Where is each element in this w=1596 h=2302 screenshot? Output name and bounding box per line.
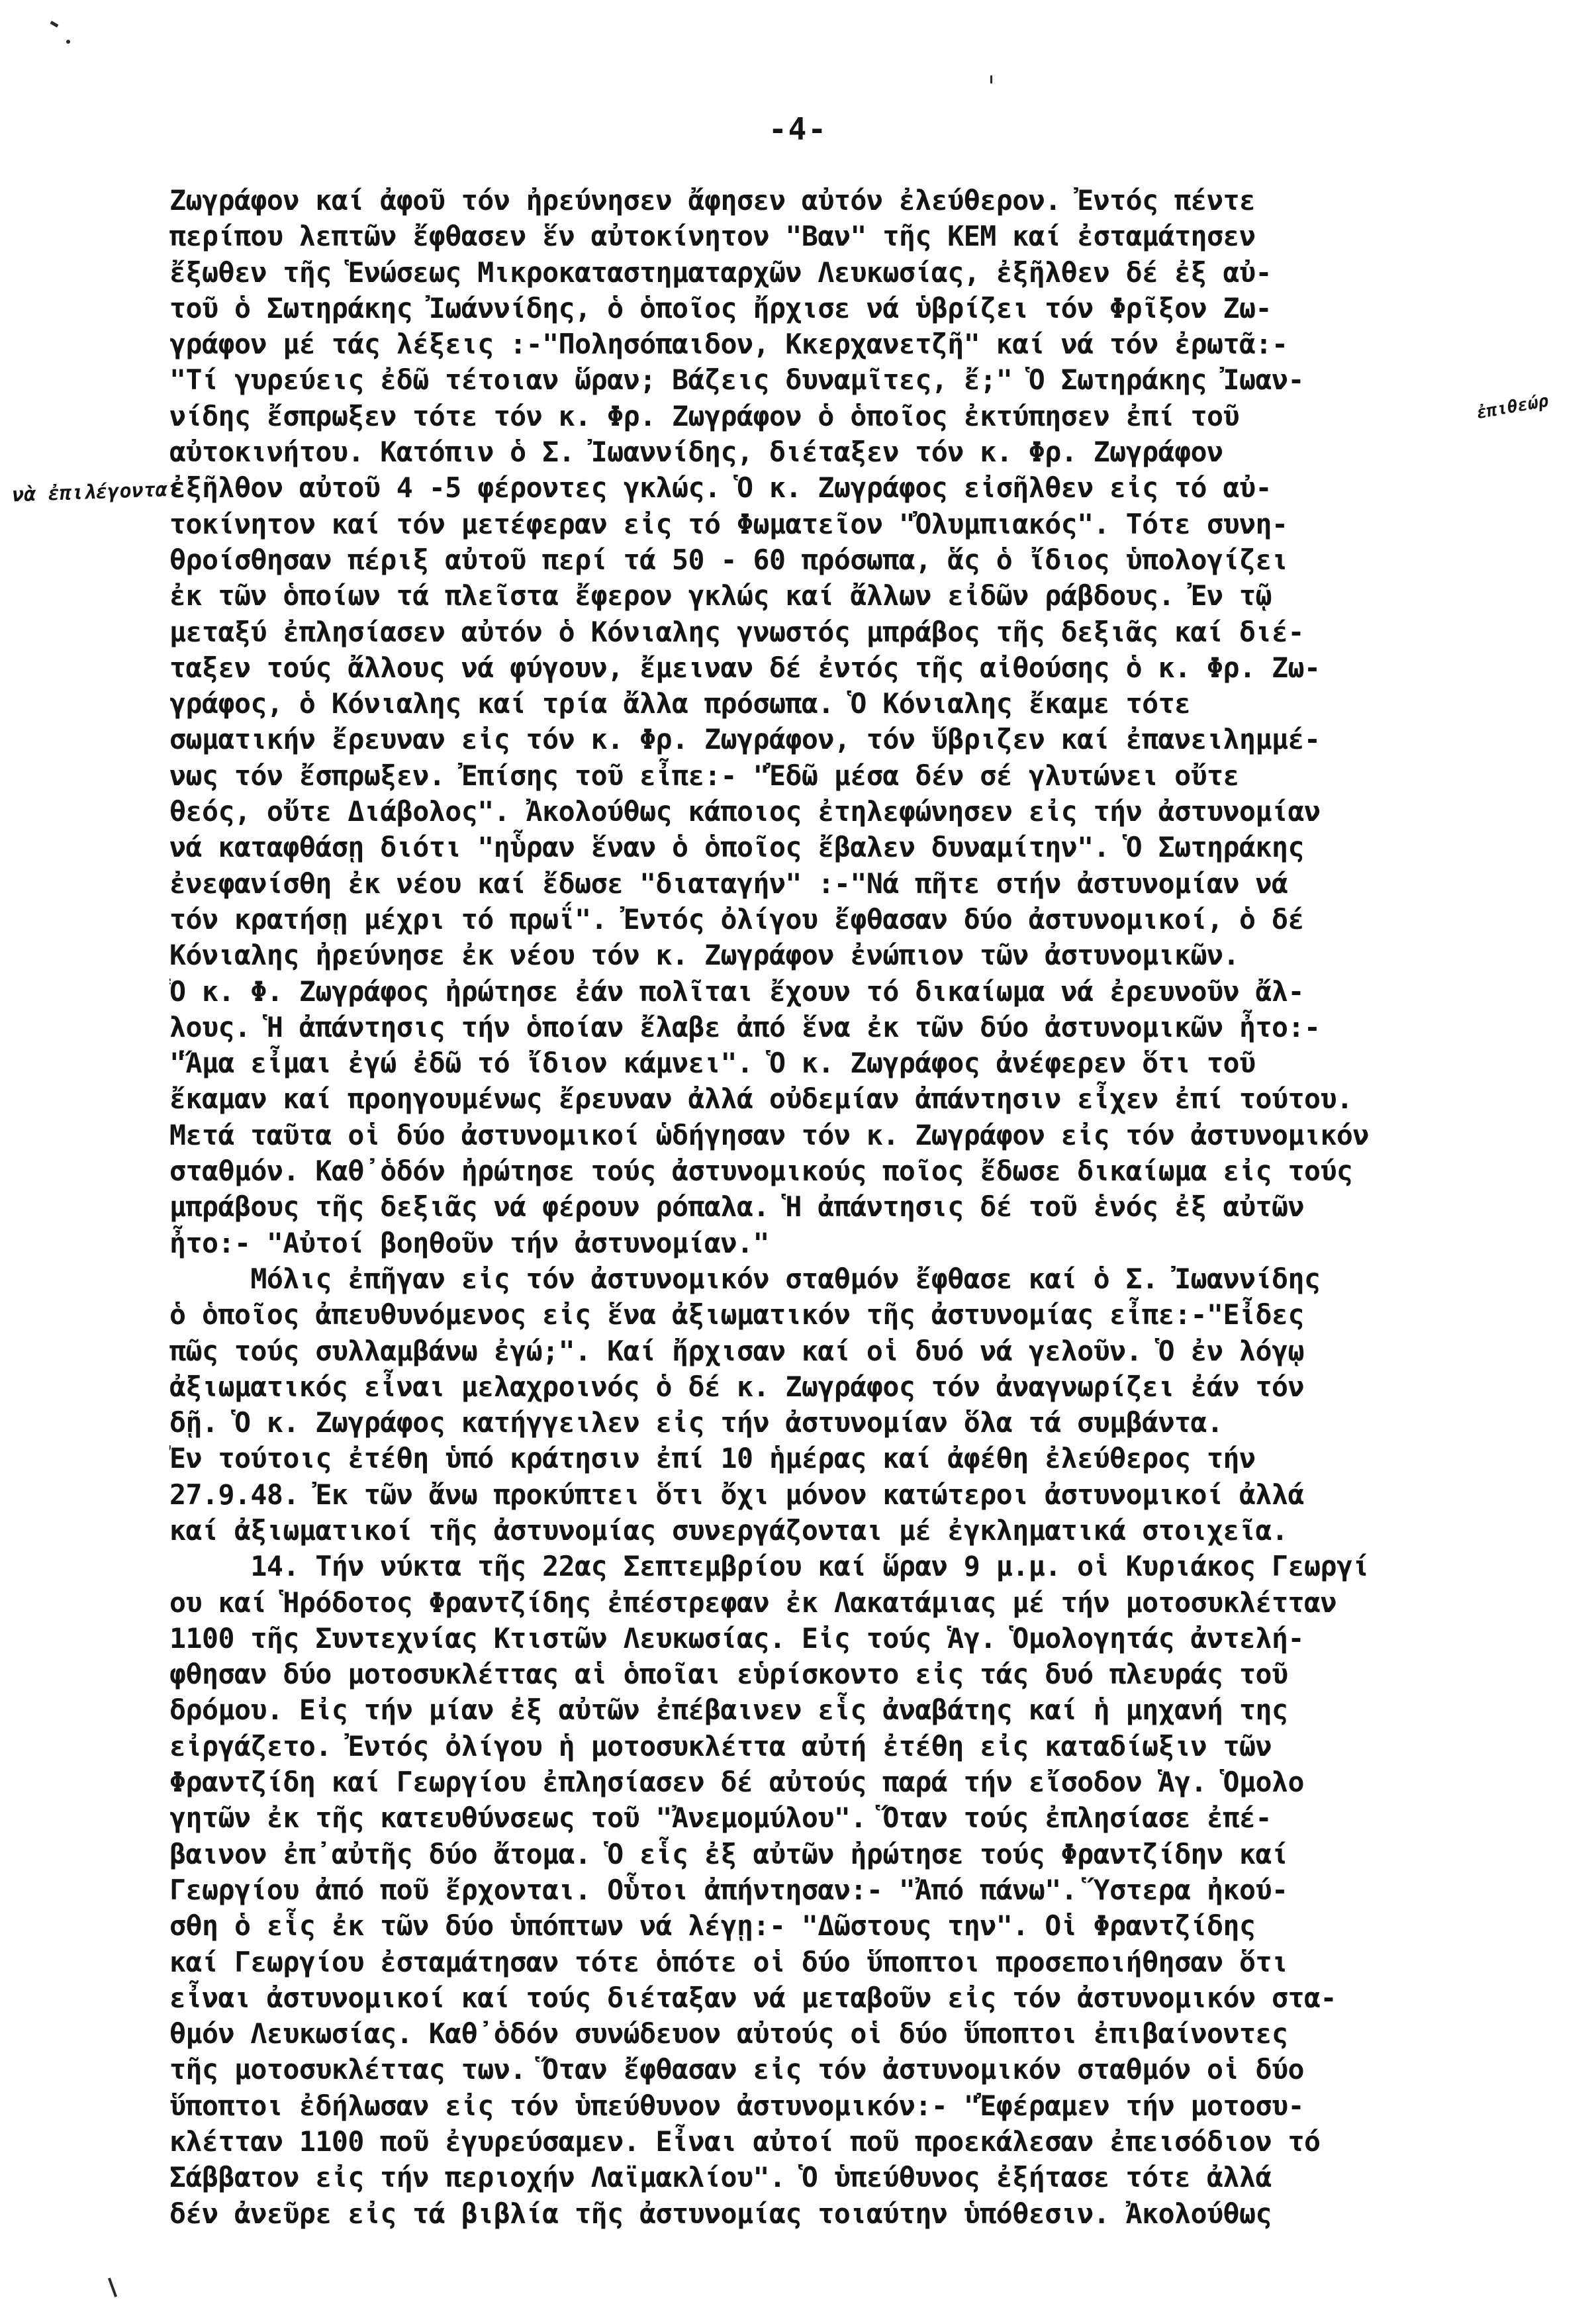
text-line: δρόμου. Εἰς τήν μίαν ἐξ αὐτῶν ἐπέβαινεν εἷς ἀναβάτης καί ἡ μηχανή της bbox=[169, 1694, 1288, 1727]
text-line: θμόν Λευκωσίας. Καθ᾿ὁδόν συνώδευον αὐτούς οἱ δύο ὕποπτοι ἐπιβαίνοντες bbox=[169, 2017, 1288, 2050]
text-line: τοῦ ὁ Σωτηράκης Ἰωάννίδης, ὁ ὁποῖος ἤρχισε νά ὑβρίζει τόν Φρῖξον Ζω- bbox=[169, 291, 1272, 324]
text-line: βαινον ἐπ᾿αὐτῆς δύο ἄτομα. Ὁ εἷς ἐξ αὐτῶν ἠρώτησε τούς Φραντζίδην καί bbox=[169, 1837, 1288, 1870]
handwritten-margin-note: νὰ ἐπιλέγονται bbox=[11, 477, 180, 507]
text-line: Ὁ κ. Φ. Ζωγράφος ἠρώτησε ἐάν πολῖται ἔχουν τό δικαίωμα νά ἐρευνοῦν ἄλ- bbox=[169, 975, 1304, 1008]
scan-speck bbox=[66, 40, 70, 44]
text-line: Μόλις ἐπῆγαν εἰς τόν ἀστυνομικόν σταθμόν ἔφθασε καί ὁ Σ. Ἰωαννίδης bbox=[169, 1262, 1321, 1295]
text-line: μεταξύ ἐπλησίασεν αὐτόν ὁ Κόνιαλης γνωστός μπράβος τῆς δεξιᾶς καί διέ- bbox=[169, 615, 1304, 648]
text-line: φθησαν δύο μοτοσυκλέττας αἱ ὁποῖαι εὑρίσκοντο εἰς τάς δυό πλευράς τοῦ bbox=[169, 1658, 1288, 1691]
text-line: καί ἀξιωματικοί τῆς ἀστυνομίας συνεργάζονται μέ ἐγκληματικά στοιχεῖα. bbox=[169, 1513, 1288, 1547]
text-line: ου καί Ἡρόδοτος Φραντζίδης ἐπέστρεφαν ἐκ Λακατάμιας μέ τήν μοτοσυκλέτταν bbox=[169, 1586, 1337, 1619]
page-number: -4- bbox=[768, 111, 828, 147]
text-line: ἔξωθεν τῆς Ἑνώσεως Μικροκαταστηματαρχῶν Λευκωσίας, ἐξῆλθεν δέ ἐξ αὐ- bbox=[169, 256, 1272, 289]
text-line: ἐνεφανίσθη ἐκ νέου καί ἔδωσε "διαταγήν" :-"Νά πῆτε στήν ἀστυνομίαν νά bbox=[169, 867, 1288, 900]
text-line: αὐτοκινήτου. Κατόπιν ὁ Σ. Ἰωαννίδης, διέταξεν τόν κ. Φρ. Ζωγράφον bbox=[169, 436, 1223, 469]
scan-speck bbox=[990, 75, 992, 83]
text-line: κλέτταν 1100 ποῦ ἐγυρεύσαμεν. Εἶναι αὐτοί ποῦ προεκάλεσαν ἐπεισόδιον τό bbox=[169, 2125, 1321, 2158]
text-line: Σάββατον εἰς τήν περιοχήν Λαϊμακλίου". Ὁ ὑπεύθυνος ἐξήτασε τότε ἀλλά bbox=[169, 2161, 1272, 2194]
text-line: δέν ἀνεῦρε εἰς τά βιβλία τῆς ἀστυνομίας τοιαύτην ὑπόθεσιν. Ἀκολούθως bbox=[169, 2197, 1272, 2230]
text-line: καί Γεωργίου ἐσταμάτησαν τότε ὁπότε οἱ δύο ὕποπτοι προσεποιήθησαν ὅτι bbox=[169, 1945, 1288, 1978]
text-line: σωματικήν ἔρευναν εἰς τόν κ. Φρ. Ζωγράφον, τόν ὕβριζεν καί ἐπανειλημμέ- bbox=[169, 723, 1321, 756]
text-line: ταξεν τούς ἄλλους νά φύγουν, ἔμειναν δέ ἐντός τῆς αἰθούσης ὁ κ. Φρ. Ζω- bbox=[169, 651, 1321, 684]
scan-speck bbox=[108, 2278, 117, 2297]
text-line: ἐξῆλθον αὐτοῦ 4 -5 φέροντες γκλώς. Ὁ κ. Ζωγράφος εἰσῆλθεν εἰς τό αὐ- bbox=[169, 471, 1272, 504]
text-line: ὕποπτοι ἐδήλωσαν εἰς τόν ὑπεύθυνον ἀστυνομικόν:- "Ἐφέραμεν τήν μοτοσυ- bbox=[169, 2089, 1304, 2122]
text-line: "Τί γυρεύεις ἐδῶ τέτοιαν ὥραν; Βάζεις δυναμῖτες, ἔ;" Ὁ Σωτηράκης Ἰωαν- bbox=[169, 363, 1304, 397]
text-line: 27.9.48. Ἐκ τῶν ἄνω προκύπτει ὅτι ὄχι μόνον κατώτεροι ἀστυνομικοί ἀλλά bbox=[169, 1478, 1304, 1511]
text-line: τῆς μοτοσυκλέττας των. Ὅταν ἔφθασαν εἰς τόν ἀστυνομικόν σταθμόν οἱ δύο bbox=[169, 2053, 1304, 2086]
text-line: γράφος, ὁ Κόνιαλης καί τρία ἄλλα πρόσωπα. Ὁ Κόνιαλης ἔκαμε τότε bbox=[169, 687, 1191, 720]
text-line: 14. Τήν νύκτα τῆς 22ας Σεπτεμβρίου καί ὥραν 9 μ.μ. οἱ Κυριάκος Γεωργί bbox=[169, 1550, 1369, 1583]
text-line: ἦτο:- "Αὐτοί βοηθοῦν τήν ἀστυνομίαν." bbox=[169, 1226, 769, 1259]
text-line: νά καταφθάσῃ διότι "ηὗραν ἕναν ὁ ὁποῖος ἔβαλεν δυναμίτην". Ὁ Σωτηράκης bbox=[169, 831, 1304, 864]
text-line: δῇ. Ὁ κ. Ζωγράφος κατήγγειλεν εἰς τήν ἀστυνομίαν ὅλα τά συμβάντα. bbox=[169, 1406, 1223, 1439]
text-line: ἀξιωματικός εἶναι μελαχροινός ὁ δέ κ. Ζωγράφος τόν ἀναγνωρίζει ἐάν τόν bbox=[169, 1370, 1304, 1403]
text-line: νως τόν ἔσπρωξεν. Ἐπίσης τοῦ εἶπε:- "Ἐδῶ μέσα δέν σέ γλυτώνει οὔτε bbox=[169, 759, 1240, 792]
text-line: περίπου λεπτῶν ἔφθασεν ἕν αὐτοκίνητον "Βαν" τῆς ΚΕΜ καί ἐσταμάτησεν bbox=[169, 220, 1256, 253]
text-line: γητῶν ἐκ τῆς κατευθύνσεως τοῦ "Ἀνεμομύλου". Ὅταν τούς ἐπλησίασε ἐπέ- bbox=[169, 1801, 1272, 1835]
text-line: θροίσθησαν πέριξ αὐτοῦ περί τά 50 - 60 πρόσωπα, ἅς ὁ ἴδιος ὑπολογίζει bbox=[169, 543, 1288, 576]
text-line: εἶναι ἀστυνομικοί καί τούς διέταξαν νά μεταβοῦν εἰς τόν ἀστυνομικόν στα- bbox=[169, 1981, 1337, 2014]
text-line: Κόνιαλης ἠρεύνησε ἐκ νέου τόν κ. Ζωγράφον ἐνώπιον τῶν ἀστυνομικῶν. bbox=[169, 939, 1240, 972]
text-line: θεός, οὔτε Διάβολος". Ἀκολούθως κάποιος ἐτηλεφώνησεν εἰς τήν ἀστυνομίαν bbox=[169, 795, 1321, 828]
body-text bbox=[169, 183, 1579, 2232]
text-line: Γεωργίου ἀπό ποῦ ἔρχονται. Οὗτοι ἀπήντησαν:- "Ἀπό πάνω". Ὕστερα ἠκού- bbox=[169, 1873, 1288, 1906]
text-line: μπράβους τῆς δεξιᾶς νά φέρουν ρόπαλα. Ἡ ἀπάντησις δέ τοῦ ἑνός ἐξ αὐτῶν bbox=[169, 1190, 1304, 1223]
text-line: ἐκ τῶν ὁποίων τά πλεῖστα ἔφερον γκλώς καί ἄλλων εἰδῶν ράβδους. Ἐν τῷ bbox=[169, 579, 1272, 612]
text-line: Μετά ταῦτα οἱ δύο ἀστυνομικοί ὡδήγησαν τόν κ. Ζωγράφον εἰς τόν ἀστυνομικόν bbox=[169, 1118, 1369, 1151]
text-line: ἔκαμαν καί προηγουμένως ἔρευναν ἀλλά οὐδεμίαν ἀπάντησιν εἶχεν ἐπί τούτου. bbox=[169, 1082, 1353, 1116]
text-line: Φραντζίδη καί Γεωργίου ἐπλησίασεν δέ αὐτούς παρά τήν εἴσοδον Ἁγ. Ὁμολο bbox=[169, 1766, 1304, 1799]
scan-speck bbox=[50, 21, 59, 27]
text-line: ὁ ὁποῖος ἀπευθυνόμενος εἰς ἕνα ἀξιωματικόν τῆς ἀστυνομίας εἶπε:-"Εἶδες bbox=[169, 1298, 1304, 1331]
text-line: εἰργάζετο. Ἐντός ὀλίγου ἡ μοτοσυκλέττα αὐτή ἐτέθη εἰς καταδίωξιν τῶν bbox=[169, 1729, 1272, 1762]
text-line: 1100 τῆς Συντεχνίας Κτιστῶν Λευκωσίας. Εἰς τούς Ἁγ. Ὁμολογητάς ἀντελή- bbox=[169, 1621, 1304, 1655]
text-line: σταθμόν. Καθ᾿ὁδόν ἠρώτησε τούς ἀστυνομικούς ποῖος ἔδωσε δικαίωμα εἰς τούς bbox=[169, 1155, 1353, 1188]
text-line: Ζωγράφον καί ἀφοῦ τόν ἠρεύνησεν ἄφησεν αὐτόν ἐλεύθερον. Ἐντός πέντε bbox=[169, 184, 1256, 216]
text-line: Ἐν τούτοις ἐτέθη ὑπό κράτησιν ἐπί 10 ἡμέρας καί ἀφέθη ἐλεύθερος τήν bbox=[169, 1442, 1256, 1475]
text-line: πῶς τούς συλλαμβάνω ἐγώ;". Καί ἤρχισαν καί οἱ δυό νά γελοῦν. Ὁ ἐν λόγῳ bbox=[169, 1334, 1304, 1367]
text-line: τόν κρατήσῃ μέχρι τό πρωΐ". Ἐντός ὀλίγου ἔφθασαν δύο ἀστυνομικοί, ὁ δέ bbox=[169, 902, 1304, 935]
text-line: λους. Ἡ ἀπάντησις τήν ὁποίαν ἔλαβε ἀπό ἕνα ἐκ τῶν δύο ἀστυνομικῶν ἦτο:- bbox=[169, 1010, 1321, 1043]
text-line: σθη ὁ εἷς ἐκ τῶν δύο ὑπόπτων νά λέγῃ:- "Δῶστους την". Οἱ Φραντζίδης bbox=[169, 1909, 1256, 1942]
text-line: νίδης ἔσπρωξεν τότε τόν κ. Φρ. Ζωγράφον ὁ ὁποῖος ἐκτύπησεν ἐπί τοῦ bbox=[169, 399, 1240, 432]
text-line: τοκίνητον καί τόν μετέφεραν εἰς τό Φωματεῖον "Ὀλυμπιακός". Τότε συνη- bbox=[169, 507, 1288, 540]
handwritten-correction: ἐπιθεώρ bbox=[1475, 391, 1550, 424]
text-line: "Ἅμα εἶμαι ἐγώ ἐδῶ τό ἴδιον κάμνει". Ὁ κ. Ζωγράφος ἀνέφερεν ὅτι τοῦ bbox=[169, 1047, 1256, 1080]
text-line: γράφον μέ τάς λέξεις :-"Πολησόπαιδον, Κκερχανετζῆ" καί νά τόν ἐρωτᾶ:- bbox=[169, 328, 1288, 361]
